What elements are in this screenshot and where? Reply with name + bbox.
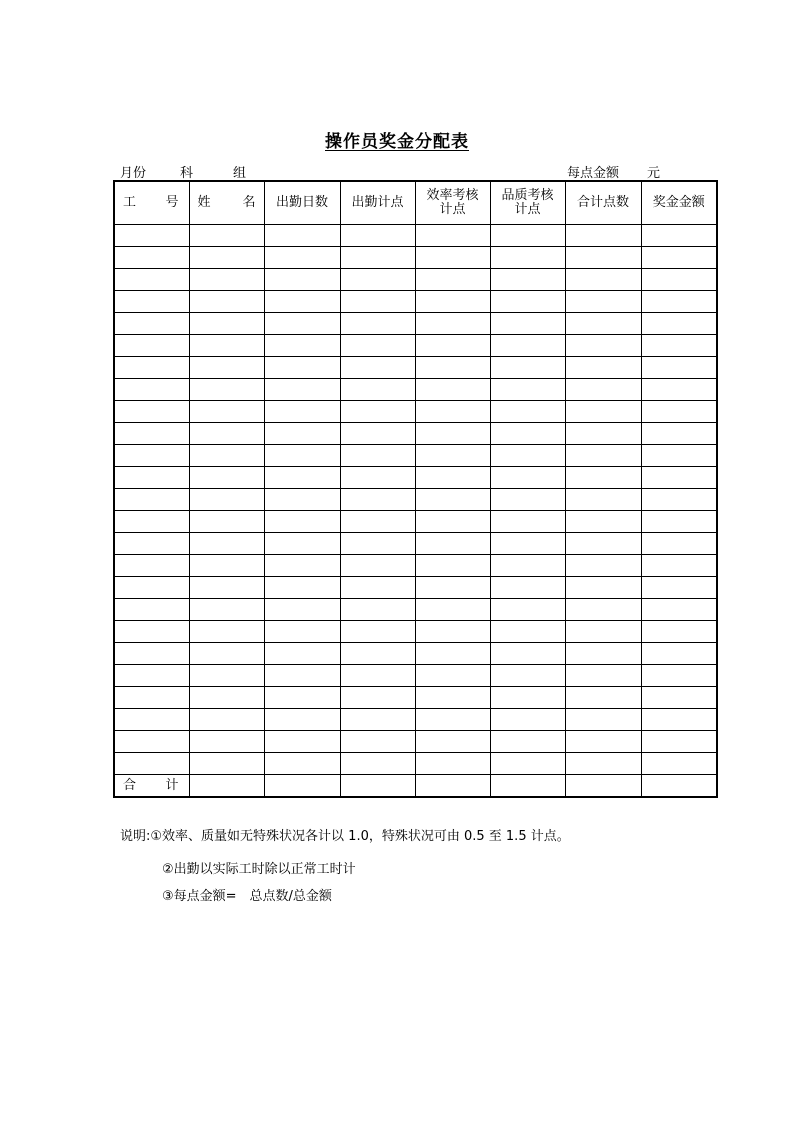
table-cell: [340, 225, 415, 247]
table-cell: [641, 643, 717, 665]
table-cell: [415, 269, 490, 291]
table-row: [114, 467, 717, 489]
month-label: 月份: [120, 166, 147, 181]
table-cell: [264, 489, 340, 511]
table-cell: [641, 313, 717, 335]
table-row: [114, 335, 717, 357]
table-cell: [415, 533, 490, 555]
table-cell: [565, 313, 641, 335]
table-cell: [340, 511, 415, 533]
table-row: [114, 379, 717, 401]
table-cell: [490, 335, 565, 357]
table-cell: [340, 577, 415, 599]
table-row: [114, 401, 717, 423]
table-cell: [189, 247, 264, 269]
table-cell: [490, 489, 565, 511]
table-cell: [114, 533, 189, 555]
table-body: [114, 225, 717, 798]
table-row: [114, 687, 717, 709]
table-cell: [114, 225, 189, 247]
table-cell: [340, 423, 415, 445]
table-cell: [490, 511, 565, 533]
table-cell: [114, 291, 189, 313]
table-cell: [264, 401, 340, 423]
table-row: [114, 225, 717, 247]
table-cell: [340, 335, 415, 357]
table-cell: [340, 489, 415, 511]
table-cell: [565, 665, 641, 687]
table-cell: [490, 621, 565, 643]
table-cell: [415, 401, 490, 423]
header-attendance-days: 出勤日数: [264, 181, 340, 225]
header-name: [189, 181, 264, 225]
table-cell: [641, 225, 717, 247]
table-cell: [264, 775, 340, 798]
table-cell: [641, 731, 717, 753]
table-cell: [641, 687, 717, 709]
table-cell: [565, 709, 641, 731]
table-cell: [490, 379, 565, 401]
table-cell: [189, 665, 264, 687]
meta-right: [567, 162, 660, 181]
table-cell: [415, 511, 490, 533]
table-cell: [264, 709, 340, 731]
table-row: [114, 533, 717, 555]
table-cell: [114, 665, 189, 687]
table-cell: [114, 313, 189, 335]
table-cell: [641, 489, 717, 511]
table-cell: [490, 401, 565, 423]
table-cell: [114, 357, 189, 379]
table-cell: [114, 731, 189, 753]
bonus-table: [113, 180, 718, 798]
table-row: [114, 291, 717, 313]
table-cell: [114, 423, 189, 445]
table-cell: [415, 247, 490, 269]
table-cell: [415, 225, 490, 247]
table-cell: [114, 401, 189, 423]
table-cell: [340, 687, 415, 709]
table-cell: [490, 445, 565, 467]
table-cell: [114, 577, 189, 599]
table-cell: [264, 511, 340, 533]
table-cell: [565, 599, 641, 621]
table-cell: [340, 643, 415, 665]
table-cell: [490, 731, 565, 753]
table-cell: [641, 247, 717, 269]
table-cell: [565, 423, 641, 445]
table-row: [114, 489, 717, 511]
table-cell: [490, 467, 565, 489]
table-cell: [189, 533, 264, 555]
table-row: [114, 665, 717, 687]
table-cell: [189, 687, 264, 709]
table-cell: [189, 423, 264, 445]
header-row: [114, 181, 717, 225]
note-line-3: ③每点金额= 总点数/总金额: [162, 889, 332, 904]
table-cell: [189, 599, 264, 621]
table-cell: [490, 225, 565, 247]
table-cell: [114, 379, 189, 401]
table-cell: [641, 423, 717, 445]
table-cell: [641, 357, 717, 379]
table-cell: [490, 423, 565, 445]
table-cell: [415, 577, 490, 599]
table-cell: [415, 753, 490, 775]
table-cell: [264, 225, 340, 247]
table-cell: [189, 291, 264, 313]
table-cell: [415, 313, 490, 335]
table-cell: [490, 247, 565, 269]
table-cell: [340, 621, 415, 643]
table-cell: [189, 621, 264, 643]
header-id-a: 工: [123, 195, 137, 210]
table-cell: [264, 599, 340, 621]
table-cell: [340, 775, 415, 798]
header-efficiency-l1: 效率考核: [426, 188, 479, 203]
table-row: [114, 599, 717, 621]
table-cell: [189, 775, 264, 798]
table-cell: [415, 379, 490, 401]
table-cell: [641, 775, 717, 798]
table-cell: [264, 533, 340, 555]
table-cell: [641, 269, 717, 291]
table-cell: [565, 533, 641, 555]
table-cell: [189, 357, 264, 379]
table-cell: [264, 313, 340, 335]
table-cell: [641, 709, 717, 731]
header-quality-l2: 计点: [514, 202, 541, 217]
table-cell: [340, 555, 415, 577]
table-cell: [490, 599, 565, 621]
table-cell: [565, 445, 641, 467]
table-cell: [565, 511, 641, 533]
table-cell: [565, 731, 641, 753]
table-cell: [114, 335, 189, 357]
table-cell: [189, 489, 264, 511]
table-cell: [340, 313, 415, 335]
total-row: [114, 775, 717, 798]
table-row: [114, 643, 717, 665]
table-cell: [490, 291, 565, 313]
table-cell: [189, 709, 264, 731]
table-cell: [264, 555, 340, 577]
table-cell: [340, 467, 415, 489]
total-label-b: 计: [165, 777, 179, 793]
total-label-a: 合: [123, 777, 137, 793]
table-row: [114, 731, 717, 753]
total-label-cell: [114, 775, 189, 798]
table-cell: [565, 753, 641, 775]
table-cell: [641, 467, 717, 489]
table-row: [114, 709, 717, 731]
table-cell: [641, 599, 717, 621]
table-cell: [490, 577, 565, 599]
table-cell: [565, 621, 641, 643]
table-cell: [415, 621, 490, 643]
table-cell: [114, 621, 189, 643]
table-cell: [189, 445, 264, 467]
table-cell: [189, 731, 264, 753]
table-cell: [641, 401, 717, 423]
table-cell: [114, 599, 189, 621]
note-line-1: 说明:①效率、质量如无特殊状况各计以 1.0，特殊状况可由 0.5 至 1.5 计点。: [120, 829, 570, 844]
table-cell: [189, 379, 264, 401]
table-cell: [415, 643, 490, 665]
table-row: [114, 753, 717, 775]
table-cell: [415, 665, 490, 687]
table-row: [114, 511, 717, 533]
table-cell: [340, 731, 415, 753]
table-cell: [415, 467, 490, 489]
table-cell: [114, 555, 189, 577]
table-cell: [565, 775, 641, 798]
table-cell: [641, 665, 717, 687]
table-cell: [114, 687, 189, 709]
table-cell: [189, 269, 264, 291]
header-quality-points: [490, 181, 565, 225]
table-row: [114, 313, 717, 335]
table-cell: [340, 533, 415, 555]
table-cell: [189, 555, 264, 577]
table-cell: [565, 379, 641, 401]
table-cell: [415, 357, 490, 379]
dept-label: 科: [180, 166, 194, 181]
table-cell: [340, 379, 415, 401]
table-cell: [189, 467, 264, 489]
table-cell: [264, 423, 340, 445]
table-cell: [415, 599, 490, 621]
table-cell: [415, 423, 490, 445]
table-cell: [264, 643, 340, 665]
table-cell: [415, 731, 490, 753]
table-cell: [264, 269, 340, 291]
table-cell: [415, 291, 490, 313]
table-cell: [114, 709, 189, 731]
header-id-b: 号: [165, 195, 179, 210]
table-cell: [415, 335, 490, 357]
table-cell: [490, 533, 565, 555]
title-text: 操作员奖金分配表: [325, 132, 469, 152]
table-cell: [490, 753, 565, 775]
table-cell: [641, 335, 717, 357]
table-cell: [264, 247, 340, 269]
per-point-label: 每点金额: [567, 166, 620, 181]
table-cell: [114, 489, 189, 511]
table-cell: [641, 511, 717, 533]
table-cell: [415, 687, 490, 709]
table-cell: [490, 357, 565, 379]
meta-left: [120, 162, 246, 181]
table-cell: [641, 379, 717, 401]
table-cell: [565, 269, 641, 291]
header-efficiency-points: [415, 181, 490, 225]
header-employee-id: [114, 181, 189, 225]
table-cell: [490, 555, 565, 577]
header-efficiency-l2: 计点: [439, 202, 466, 217]
table-row: [114, 445, 717, 467]
table-cell: [264, 577, 340, 599]
table-cell: [264, 467, 340, 489]
table-cell: [264, 357, 340, 379]
table-cell: [415, 775, 490, 798]
table-cell: [641, 445, 717, 467]
table-cell: [565, 335, 641, 357]
table-cell: [189, 335, 264, 357]
table-cell: [189, 643, 264, 665]
table-row: [114, 577, 717, 599]
table-cell: [340, 357, 415, 379]
table-cell: [415, 445, 490, 467]
header-total-points: 合计点数: [565, 181, 641, 225]
table-cell: [340, 665, 415, 687]
table-cell: [114, 247, 189, 269]
table-cell: [114, 643, 189, 665]
table-cell: [189, 753, 264, 775]
table-cell: [264, 621, 340, 643]
table-cell: [415, 709, 490, 731]
table-cell: [114, 269, 189, 291]
table-row: [114, 555, 717, 577]
table-cell: [565, 225, 641, 247]
table-cell: [264, 731, 340, 753]
table-cell: [114, 445, 189, 467]
table-cell: [340, 247, 415, 269]
table-cell: [490, 269, 565, 291]
table-cell: [189, 577, 264, 599]
table-cell: [264, 291, 340, 313]
table-cell: [340, 599, 415, 621]
table-cell: [490, 665, 565, 687]
table-cell: [189, 511, 264, 533]
table-cell: [189, 401, 264, 423]
table-cell: [490, 643, 565, 665]
table-cell: [340, 291, 415, 313]
table-cell: [565, 401, 641, 423]
table-cell: [565, 555, 641, 577]
table-cell: [340, 401, 415, 423]
table-row: [114, 269, 717, 291]
table-cell: [264, 335, 340, 357]
table-cell: [641, 753, 717, 775]
table-cell: [114, 467, 189, 489]
table-cell: [264, 665, 340, 687]
table-row: [114, 357, 717, 379]
group-label: 组: [233, 166, 247, 181]
table-cell: [565, 247, 641, 269]
table-cell: [264, 753, 340, 775]
header-name-a: 姓: [197, 195, 211, 210]
page-title: [0, 127, 794, 152]
table-cell: [340, 445, 415, 467]
table-cell: [189, 225, 264, 247]
table-cell: [565, 687, 641, 709]
table-cell: [340, 709, 415, 731]
table-cell: [264, 687, 340, 709]
table-cell: [490, 775, 565, 798]
table-cell: [565, 357, 641, 379]
table-cell: [490, 687, 565, 709]
table-cell: [565, 467, 641, 489]
header-bonus-amount: 奖金金额: [641, 181, 717, 225]
table-cell: [565, 489, 641, 511]
table-cell: [189, 313, 264, 335]
header-name-b: 名: [242, 195, 256, 210]
header-quality-l1: 品质考核: [501, 188, 554, 203]
table-cell: [415, 489, 490, 511]
table-cell: [114, 511, 189, 533]
table-cell: [641, 555, 717, 577]
table-cell: [641, 621, 717, 643]
table-cell: [264, 445, 340, 467]
table-cell: [490, 313, 565, 335]
header-attendance-points: 出勤计点: [340, 181, 415, 225]
unit-label: 元: [647, 166, 661, 181]
table-cell: [565, 291, 641, 313]
table-row: [114, 247, 717, 269]
table-cell: [565, 577, 641, 599]
table-cell: [641, 577, 717, 599]
table-cell: [340, 269, 415, 291]
table-cell: [415, 555, 490, 577]
table-cell: [340, 753, 415, 775]
table-row: [114, 621, 717, 643]
table-cell: [565, 643, 641, 665]
table-cell: [264, 379, 340, 401]
table-cell: [641, 291, 717, 313]
table-cell: [641, 533, 717, 555]
note-line-2: ②出勤以实际工时除以正常工时计: [162, 862, 356, 877]
table-cell: [490, 709, 565, 731]
table-row: [114, 423, 717, 445]
table-cell: [114, 753, 189, 775]
